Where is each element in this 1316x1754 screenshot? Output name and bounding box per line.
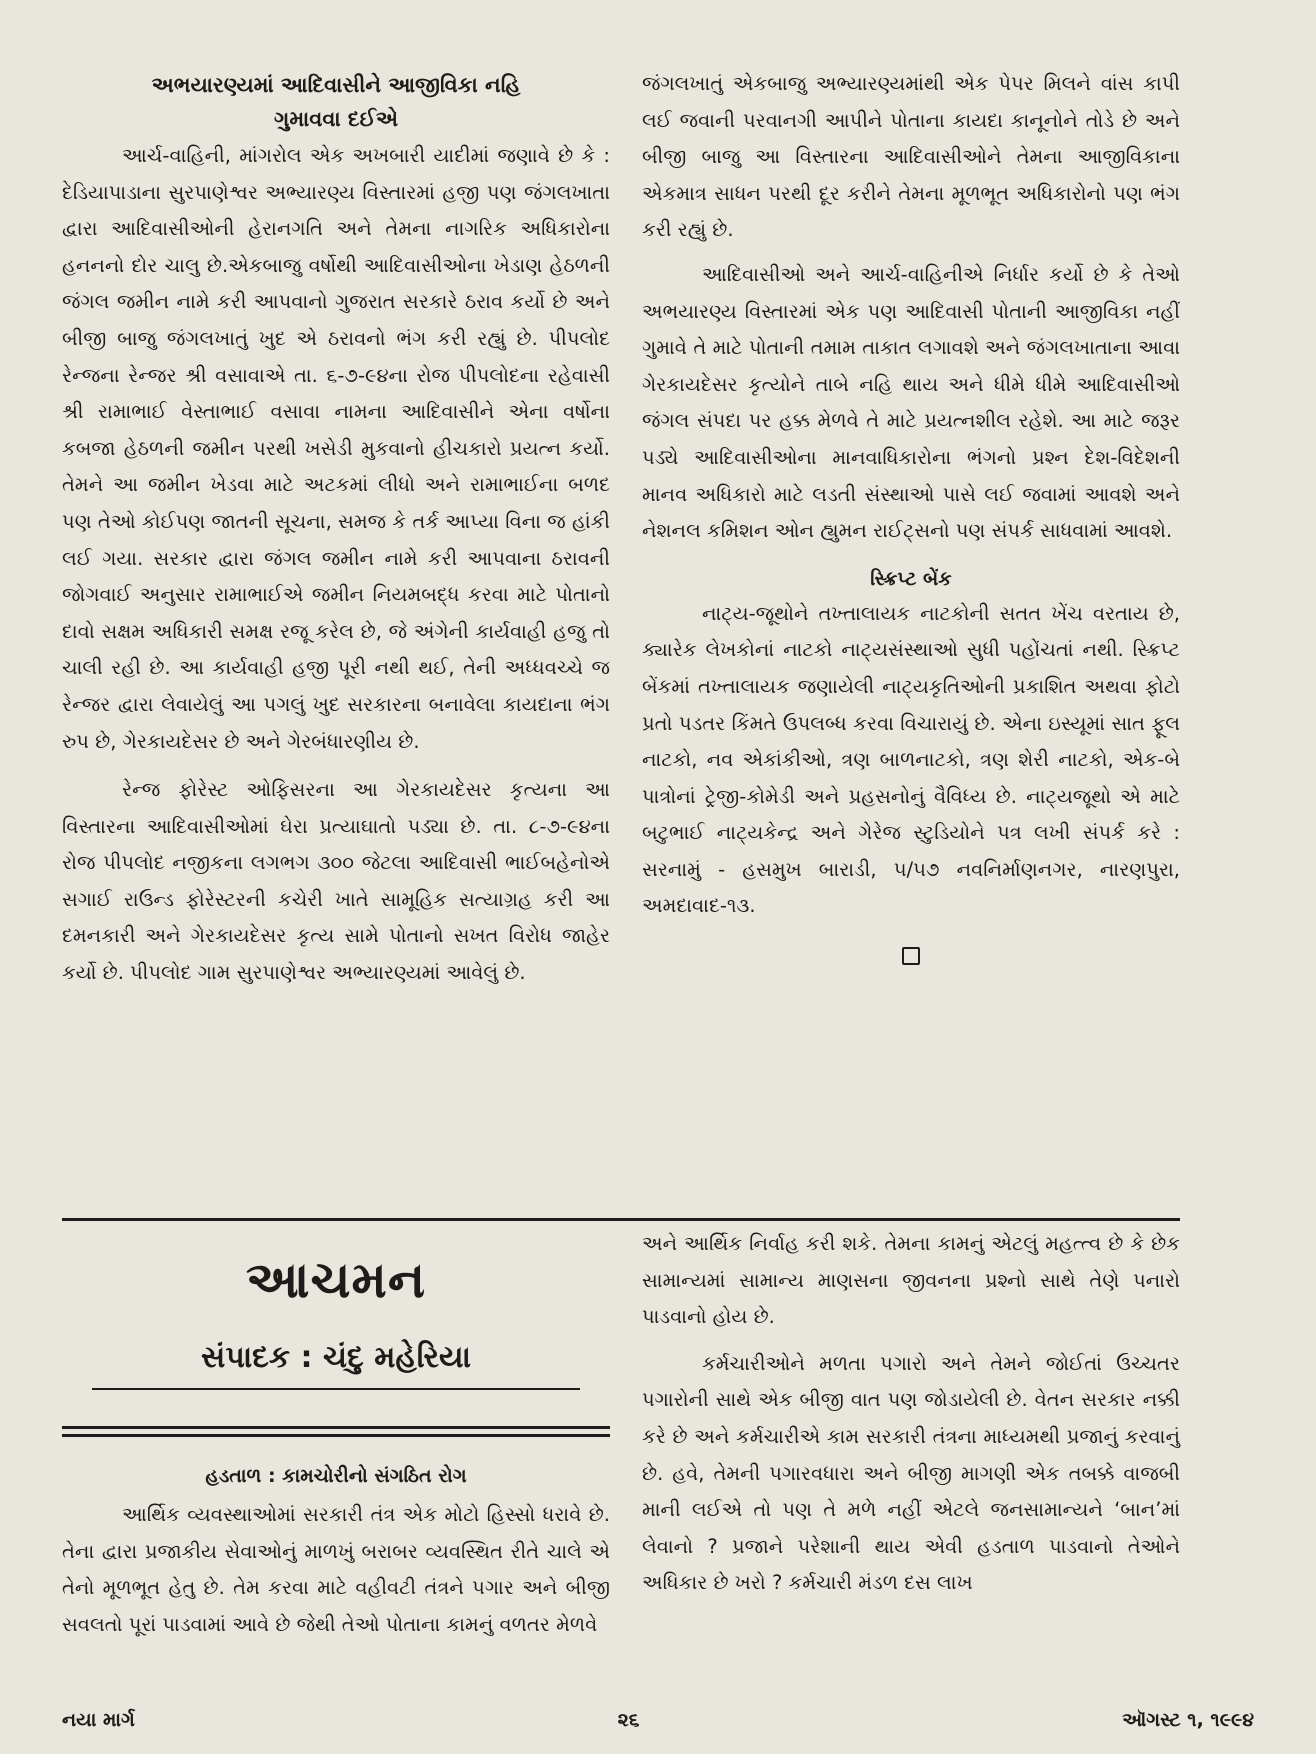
section-divider xyxy=(62,1218,1180,1221)
article-title-line1: અભયારણ્યમાં આદિવાસીને આજીવિકા નહિ xyxy=(151,73,521,97)
article-title-line2: ગુમાવવા દઈએ xyxy=(273,107,399,131)
editor-underline xyxy=(92,1388,580,1390)
script-bank-title: સ્ક્રિપ્ટ બેંક xyxy=(870,567,952,590)
page-footer xyxy=(62,1705,1254,1735)
article-forest-tribals-continued xyxy=(642,66,1180,965)
strike-article-body: આર્થિક વ્યવસ્થાઓમાં સરકારી તંત્ર એક મોટો હિસ્સો ધરાવે છે. તેના દ્વારા પ્રજાકીય સેવાઓનું માળખું બરાબર વ્યવસ્થિત રીતે ચાલે એ તેનો મૂળભૂત હેતુ છે. તેમ કરવા માટે વહીવટી તંત્રને પગાર અને બીજી સવલતો પૂરાં પાડવામાં આવે છે જેથી તેઓ પોતાના કામનું વળતર મેળવે xyxy=(62,1503,610,1636)
article-forest-tribals xyxy=(62,68,610,992)
strike-article-title: હડતાળ : કામચોરીનો સંગઠિત રોગ xyxy=(205,1465,467,1487)
double-rule-divider xyxy=(62,1426,610,1437)
footer-publication: નયા માર્ગ xyxy=(62,1709,135,1731)
script-bank-body: નાટ્ય-જૂથોને તખ્તાલાયક નાટકોની સતત ખેંચ વરતાય છે, ક્યારેક લેખકોનાં નાટકો નાટ્યસંસ્થાઓ સુધી પહોંચતાં નથી. સ્ક્રિપ્ટ બેંકમાં તખ્તાલાયક જણાયેલી નાટ્યકૃતિઓની પ્રકાશિત અથવા ફોટો પ્રતો પડતર કિંમતે ઉપલબ્ધ કરવા વિચારાયું છે. એના ઇસ્યૂમાં સાત ફૂલ નાટકો, નવ એકાંકીઓ, ત્રણ બાળનાટકો, ત્રણ શેરી નાટકો, એક-બે પાત્રોનાં ટ્રેજી-કોમેડી અને પ્રહસનોનું વૈવિધ્ય છે. નાટ્યજૂથો એ માટે બટુભાઈ નાટ્યકેન્દ્ર અને ગેરેજ સ્ટુડિયોને પત્ર લખી સંપર્ક કરે : સરનામું - હસમુખ બારાડી, ૫/૫૭ નવનિર્માણનગર, નારણપુરા, અમદાવાદ-૧૩. xyxy=(642,601,1180,918)
strike-continued-para1: અને આર્થિક નિર્વાહ કરી શકે. તેમના કામનું એટલું મહત્ત્વ છે કે છેક સામાન્યમાં સામાન્ય માણસના જીવનના પ્રશ્નો સાથે તેણે પનારો પાડવાનો હોય છે. xyxy=(642,1232,1180,1329)
section-title: આચમન xyxy=(245,1251,427,1309)
article-body-para2: રેન્જ ફોરેસ્ટ ઓફિસરના આ ગેરકાયદેસર કૃત્યના આ વિસ્તારના આદિવાસીઓમાં ઘેરા પ્રત્યાઘાતો પડ્યા છે. તા. ૮-૭-૯૪ના રોજ પીપલોદ નજીકના લગભગ ૩૦૦ જેટલા આદિવાસી ભાઈબહેનોએ સગાઈ રાઉન્ડ ફોરેસ્ટરની કચેરી ખાતે સામૂહિક સત્યાગ્રહ કરી આ દમનકારી અને ગેરકાયદેસર કૃત્ય સામે પોતાનો સખત વિરોધ જાહેર કર્યો છે. પીપલોદ ગામ સુરપાણેશ્વર અભ્યારણ્યમાં આવેલું છે. xyxy=(62,778,610,985)
continued-para2: આદિવાસીઓ અને આર્ચ-વાહિનીએ નિર્ધાર કર્યો છે કે તેઓ અભયારણ્ય વિસ્તારમાં એક પણ આદિવાસી પોતાની આજીવિકા નહીં ગુમાવે તે માટે પોતાની તમામ તાકાત લગાવશે અને જંગલખાતાના આવા ગેરકાયદેસર કૃત્યોને તાબે નહિ થાય અને ધીમે ધીમે આદિવાસીઓ જંગલ સંપદા પર હક્ક મેળવે તે માટે પ્રયત્નશીલ રહેશે. આ માટે જરૂર પડ્યે આદિવાસીઓના માનવાધિકારોના ભંગનો પ્રશ્ન દેશ-વિદેશની માનવ અધિકારો માટે લડતી સંસ્થાઓ પાસે લઈ જવામાં આવશે અને નેશનલ કમિશન ઓન હ્યુમન રાઈટ્સનો પણ સંપર્ક સાધવામાં આવશે. xyxy=(642,262,1180,543)
footer-page-number: ૨૬ xyxy=(617,1709,640,1731)
achaman-section xyxy=(62,1250,610,1643)
section-editor: સંપાદક : ચંદુ મહેરિયા xyxy=(201,1340,471,1375)
strike-article-continued xyxy=(642,1226,1180,1602)
continued-para1: જંગલખાતું એકબાજુ અભ્યારણ્યમાંથી એક પેપર મિલને વાંસ કાપી લઈ જવાની પરવાનગી આપીને પોતાના કાયદા કાનૂનોને તોડે છે અને બીજી બાજુ આ વિસ્તારના આદિવાસીઓને તેમના આજીવિકાના એકમાત્ર સાધન પરથી દૂર કરીને તેમના મૂળભૂત અધિકારોનો પણ ભંગ કરી રહ્યું છે. xyxy=(642,72,1180,242)
footer-date: ઑગસ્ટ ૧, ૧૯૯૪ xyxy=(1122,1709,1254,1731)
article-body-para1: આર્ચ-વાહિની, માંગરોલ એક અખબારી યાદીમાં જણાવે છે કે : દેડિયાપાડાના સુરપાણેશ્વર અભ્યારણ્ય વિસ્તારમાં હજી પણ જંગલખાતા દ્વારા આદિવાસીઓની હેરાનગતિ અને તેમના નાગરિક અધિકારોના હનનનો દોર ચાલુ છે.એકબાજુ વર્ષોથી આદિવાસીઓના ખેડાણ હેઠળની જંગલ જમીન નામે કરી આપવાનો ગુજરાત સરકારે ઠરાવ કર્યો છે અને બીજી બાજુ જંગલખાતું ખુદ એ ઠરાવનો ભંગ કરી રહ્યું છે. પીપલોદ રેન્જના રેન્જર શ્રી વસાવાએ તા. ૬-૭-૯૪ના રોજ પીપલોદના રહેવાસી શ્રી રામાભાઈ વેસ્તાભાઈ વસાવા નામના આદિવાસીને એના વર્ષોના કબજા હેઠળની જમીન પરથી ખસેડી મુકવાનો હીચકારો પ્રયત્ન કર્યો. તેમને આ જમીન ખેડવા માટે અટકમાં લીધો અને રામાભાઈના બળદ પણ તેઓ કોઈપણ જાતની સૂચના, સમજ કે તર્ક આપ્યા વિના જ હાંકી લઈ ગયા. સરકાર દ્વારા જંગલ જમીન નામે કરી આપવાના ઠરાવની જોગવાઈ અનુસાર રામાભાઈએ જમીન નિયમબદ્ધ કરવા માટે પોતાનો દાવો સક્ષમ અધિકારી સમક્ષ રજૂ કરેલ છે, જે અંગેની કાર્યવાહી હજુ તો ચાલી રહી છે. આ કાર્યવાહી હજી પૂરી નથી થઈ, તેની અધ્ધવચ્ચે જ રેન્જર દ્વારા લેવાયેલું આ પગલું ખુદ સરકારના બનાવેલા કાયદાના ભંગ રુપ છે, ગેરકાયદેસર છે અને ગેરબંધારણીય છે. xyxy=(62,144,610,753)
end-of-article-box-icon xyxy=(902,947,920,965)
strike-continued-para2: કર્મચારીઓને મળતા પગારો અને તેમને જોઈતાં ઉચ્ચતર પગારોની સાથે એક બીજી વાત પણ જોડાયેલી છે. વેતન સરકાર નક્કી કરે છે અને કર્મચારીએ કામ સરકારી તંત્રના માધ્યમથી પ્રજાનું કરવાનું છે. હવે, તેમની પગારવધારા અને બીજી માગણી એક તબક્કે વાજબી માની લઈએ તો પણ તે મળે નહીં એટલે જનસામાન્યને ‘બાન’માં લેવાનો ? પ્રજાને પરેશાની થાય એવી હડતાળ પાડવાનો તેઓને અધિકાર છે ખરો ? કર્મચારી મંડળ દસ લાખ xyxy=(642,1351,1180,1595)
